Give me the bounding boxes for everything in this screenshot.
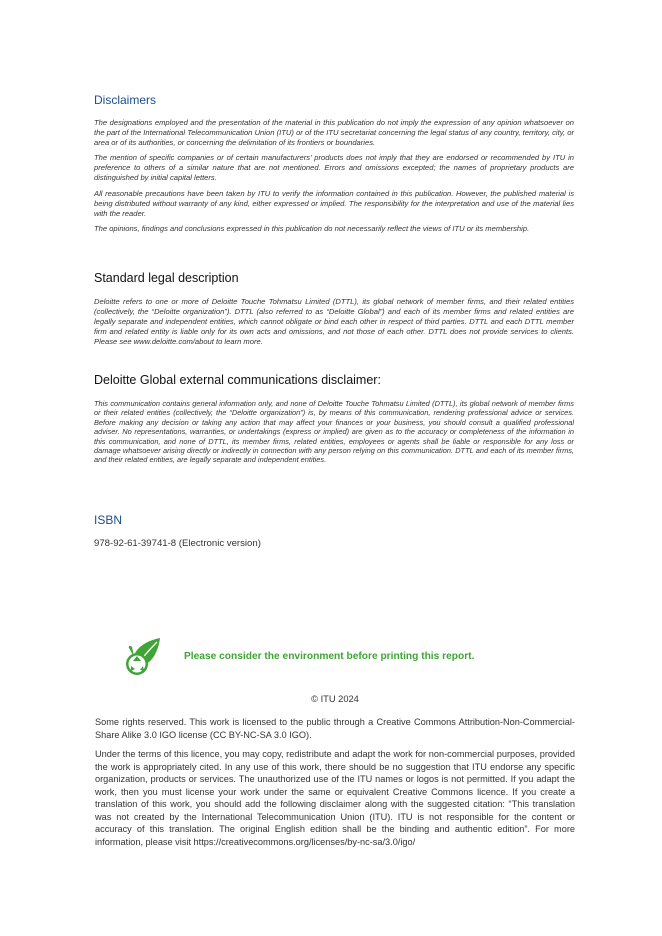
disclaimer-paragraph: The designations employed and the presentation of the material in this publication do not imply the expression of any opinion whatsoever on the part of the International Telecommunication Union (ITU) or of the ITU secretariat concerning the legal status of any country, territory, city, or area or of its authorities, or concerning the delimitation of its frontiers or boundaries. xyxy=(94,118,574,148)
legal-text: Deloitte refers to one or more of Deloitte Touche Tohmatsu Limited (DTTL), its global network of member firms, and their related entities (collectively, the “Deloitte organization”). DTTL (also referred to as “Deloitte Global”) and each of its member firms and related entities are legally separate and independent entities, which cannot obligate or bind each other in respect of third parties. DTTL and each DTTL member firm and related entity is liable only for its own acts and omissions, and not those of each other. DTTL does not provide services to clients. Please see www.deloitte.com/about to learn more. xyxy=(94,297,574,347)
deloitte-disclaimer-section xyxy=(94,373,574,465)
deloitte-disclaimer-heading: Deloitte Global external communications disclaimer: xyxy=(94,373,381,387)
legal-section xyxy=(94,271,574,352)
license-section xyxy=(95,716,575,848)
deloitte-disclaimer-text: This communication contains general information only, and none of Deloitte Touche Tohmatsu Limited (DTTL), its global network of member firms or their related entities (collectively, the “Deloitte organization”) is, by means of this communication, rendering professional advice or services. Before making any decision or taking any action that may affect your finances or your business, you should consult a qualified professional adviser. No representations, warranties, or undertakings (express or implied) are given as to the accuracy or completeness of the information in this communication, and none of DTTL, its member firms, related entities, employees or agents shall be liable or responsible for any loss or damage whatsoever arising directly or indirectly in connection with any person relying on this communication. DTTL and each of its member firms, and their related entities, are legally separate and independent entities. xyxy=(94,399,574,465)
isbn-value: 978-92-61-39741-8 (Electronic version) xyxy=(94,538,261,549)
disclaimer-paragraph: All reasonable precautions have been taken by ITU to verify the information contained in this publication. However, the published material is being distributed without warranty of any kind, either expressed or implied. The responsibility for the interpretation and use of the material lies with the reader. xyxy=(94,188,574,218)
recycle-leaf-icon xyxy=(124,636,162,678)
copyright: © ITU 2024 xyxy=(311,694,359,704)
disclaimers-section xyxy=(94,93,574,239)
license-paragraph: Under the terms of this licence, you may copy, redistribute and adapt the work for non-commercial purposes, provided the work is appropriately cited. In any use of this work, there should be no suggestion that ITU endorse any specific organization, products or services. The unauthorized use of the ITU names or logos is not permitted. If you adapt the work, then you must license your work under the same or equivalent Creative Commons licence. If you create a translation of this work, you should add the following disclaimer along with the suggested citation: “This translation was not created by the International Telecommunication Union (ITU). ITU is not responsible for the content or accuracy of this translation. The original English edition shall be the binding and authentic edition”. For more information, please visit https://creativecommons.org/licenses/by-nc-sa/3.0/igo/ xyxy=(95,749,575,847)
isbn-heading: ISBN xyxy=(94,513,123,527)
disclaimer-paragraph: The opinions, findings and conclusions expressed in this publication do not necessarily reflect the views of ITU or its membership. xyxy=(94,223,530,233)
license-paragraph: Some rights reserved. This work is licensed to the public through a Creative Commons Attribution-Non-Commercial-Share Alike 3.0 IGO license (CC BY-NC-SA 3.0 IGO). xyxy=(95,717,575,740)
environment-text: Please consider the environment before printing this report. xyxy=(184,651,475,662)
disclaimers-heading: Disclaimers xyxy=(94,93,157,107)
environment-note xyxy=(124,636,504,678)
legal-heading: Standard legal description xyxy=(94,271,239,285)
isbn-section xyxy=(94,513,574,549)
disclaimer-paragraph: The mention of specific companies or of certain manufacturers’ products does not imply that they are endorsed or recommended by ITU in preference to others of a similar nature that are not mentioned. Errors and omissions excepted; the names of proprietary products are distinguished by initial capital letters. xyxy=(94,153,574,183)
